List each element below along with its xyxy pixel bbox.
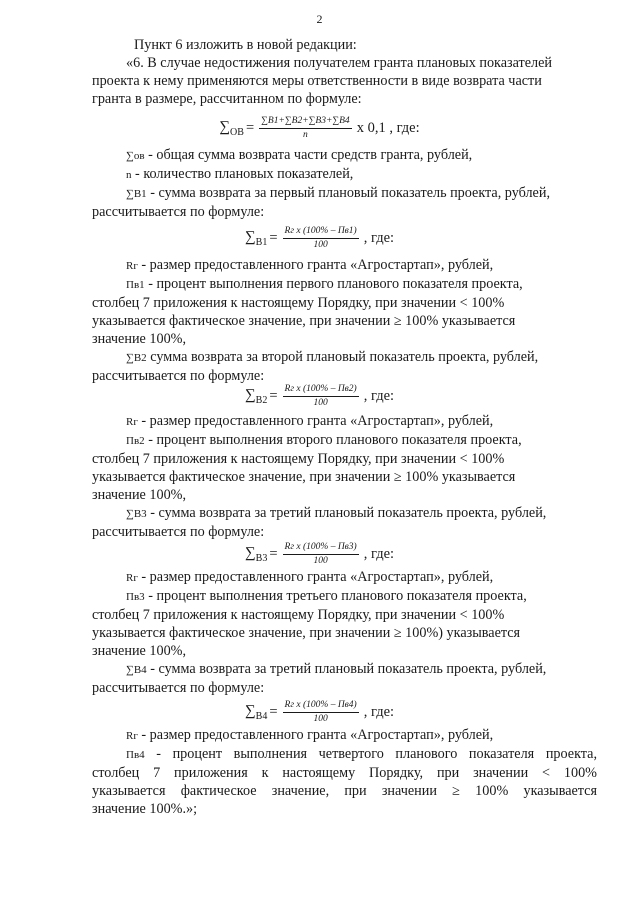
formula-rest: , где:	[363, 230, 395, 246]
p6-line: «6. В случае недостижения получателем гранта плановых показателей	[126, 55, 553, 71]
definition-text: - сумма возврата за третий плановый показатель проекта, рублей,	[146, 661, 547, 677]
definition-text: - сумма возврата за первый плановый показатель проекта, рублей,	[146, 185, 550, 201]
continuation-line: значение 100%,	[92, 331, 187, 347]
formula-denominator: 100	[313, 240, 328, 250]
formula-eq: =	[269, 388, 278, 404]
definition-text: - размер предоставленного гранта «Агростартап», рублей,	[137, 257, 494, 273]
formula-lhs-sub: В4	[255, 711, 268, 722]
definition-symbol: ∑ов	[126, 150, 145, 162]
formula-denominator: n	[303, 130, 308, 140]
formula-lhs-sub: В1	[255, 237, 268, 248]
formula-rest: , где:	[363, 546, 395, 562]
definition-symbol: n	[126, 169, 132, 181]
formula-numerator: ∑В1+∑В2+∑В3+∑В4	[259, 116, 352, 129]
definition-text: - процент выполнения второго планового показателя проекта,	[144, 432, 522, 448]
definition-symbol: Пв2	[126, 435, 145, 447]
continuation-line: столбец 7 приложения к настоящему Порядку, при значении < 100%	[92, 765, 597, 781]
definition-line	[92, 587, 597, 606]
formula-numerator: Rг x (100% – Пв4)	[283, 700, 359, 713]
continuation-line: столбец 7 приложения к настоящему Порядку, при значении < 100%	[92, 295, 505, 311]
formula-lhs: ∑	[244, 387, 256, 403]
definition-symbol: Пв3	[126, 591, 145, 603]
formula-b2	[0, 384, 639, 409]
continuation-line: значение 100%.»;	[92, 801, 198, 817]
calc-line: рассчитывается по формуле:	[92, 204, 265, 220]
continuation-line: указывается фактическое значение, при значении ≥ 100% указывается	[92, 783, 597, 799]
formula-b4	[0, 700, 639, 725]
definition-line	[92, 745, 597, 764]
page-number: 2	[316, 12, 323, 26]
definition-symbol: Пв1	[126, 279, 145, 291]
formula-eq: =	[269, 230, 278, 246]
definition-line	[92, 431, 597, 450]
formula-rest: , где:	[363, 704, 395, 720]
calc-line: рассчитывается по формуле:	[92, 524, 265, 540]
definition-line	[92, 568, 597, 587]
definition-text: сумма возврата за второй плановый показатель проекта, рублей,	[146, 349, 539, 365]
continuation-line: значение 100%,	[92, 487, 187, 503]
definition-symbol: Пв4	[126, 749, 145, 761]
formula-eq: =	[269, 546, 278, 562]
continuation-line: значение 100%,	[92, 643, 187, 659]
definition-text: - процент выполнения четвертого планового показателя проекта,	[144, 746, 597, 762]
definition-text: - размер предоставленного гранта «Агростартап», рублей,	[137, 413, 494, 429]
formula-numerator: Rг x (100% – Пв2)	[283, 384, 359, 397]
defs-b3-block	[92, 568, 597, 697]
definition-text: - общая сумма возврата части средств гранта, рублей,	[144, 147, 473, 163]
definition-text: - процент выполнения третьего планового показателя проекта,	[144, 588, 527, 604]
formula-denominator: 100	[313, 714, 328, 724]
definition-text: - количество плановых показателей,	[131, 166, 354, 182]
definition-symbol: ∑В4	[126, 664, 147, 676]
intro-line: Пункт 6 изложить в новой редакции:	[134, 37, 357, 53]
continuation-line: столбец 7 приложения к настоящему Порядку, при значении < 100%	[92, 451, 505, 467]
definition-symbol: ∑В2	[126, 352, 147, 364]
formula-denominator: 100	[313, 398, 328, 408]
continuation-line: столбец 7 приложения к настоящему Порядку, при значении < 100%	[92, 607, 505, 623]
p6-line: гранта в размере, рассчитанном по формуле:	[92, 91, 362, 107]
continuation-line: указывается фактическое значение, при значении ≥ 100% указывается	[92, 469, 516, 485]
definition-symbol: Rг	[126, 730, 138, 742]
calc-line: рассчитывается по формуле:	[92, 680, 265, 696]
formula-ob	[0, 116, 639, 141]
continuation-line: указывается фактическое значение, при значении ≥ 100% указывается	[92, 313, 516, 329]
formula-numerator: Rг x (100% – Пв3)	[283, 542, 359, 555]
intro-block	[92, 36, 597, 108]
continuation-line: указывается фактическое значение, при значении ≥ 100%) указывается	[92, 625, 521, 641]
definition-line	[92, 726, 597, 745]
definition-line	[92, 504, 597, 523]
formula-lhs: ∑	[244, 545, 256, 561]
formula-b1	[0, 226, 639, 251]
definition-symbol: ∑В3	[126, 508, 147, 520]
definition-line	[92, 256, 597, 275]
definition-text: - размер предоставленного гранта «Агростартап», рублей,	[137, 727, 494, 743]
definition-symbol: ∑В1	[126, 188, 147, 200]
defs-b1-block	[92, 256, 597, 385]
definition-line	[92, 275, 597, 294]
defs-b2-block	[92, 412, 597, 541]
p6-line: проекта к нему применяются меры ответственности в виде возврата части	[92, 73, 542, 89]
definition-line	[92, 348, 597, 367]
definition-symbol: Rг	[126, 416, 138, 428]
definition-text: - процент выполнения первого планового показателя проекта,	[144, 276, 523, 292]
formula-lhs: ∑	[244, 703, 256, 719]
calc-line: рассчитывается по формуле:	[92, 368, 265, 384]
formula-lhs-sub: ОВ	[230, 127, 244, 138]
formula-lhs-sub: В2	[255, 395, 268, 406]
definition-symbol: Rг	[126, 572, 138, 584]
defs1-block	[92, 146, 597, 221]
definition-line	[92, 660, 597, 679]
defs-b4-block	[92, 726, 597, 818]
definition-line	[92, 184, 597, 203]
definition-text: - сумма возврата за третий плановый показатель проекта, рублей,	[146, 505, 547, 521]
formula-lhs: ∑	[244, 229, 256, 245]
definition-text: - размер предоставленного гранта «Агростартап», рублей,	[137, 569, 494, 585]
formula-lhs-sub: В3	[255, 553, 268, 564]
definition-line	[92, 146, 597, 165]
definition-line	[92, 165, 597, 184]
formula-lhs: ∑	[219, 119, 231, 135]
definition-symbol: Rг	[126, 260, 138, 272]
formula-eq: =	[245, 120, 255, 136]
formula-b3	[0, 542, 639, 567]
formula-rest: x 0,1 , где:	[356, 120, 420, 136]
formula-rest: , где:	[363, 388, 395, 404]
formula-numerator: Rг x (100% – Пв1)	[283, 226, 359, 239]
formula-eq: =	[269, 704, 278, 720]
formula-denominator: 100	[313, 556, 328, 566]
definition-line	[92, 412, 597, 431]
